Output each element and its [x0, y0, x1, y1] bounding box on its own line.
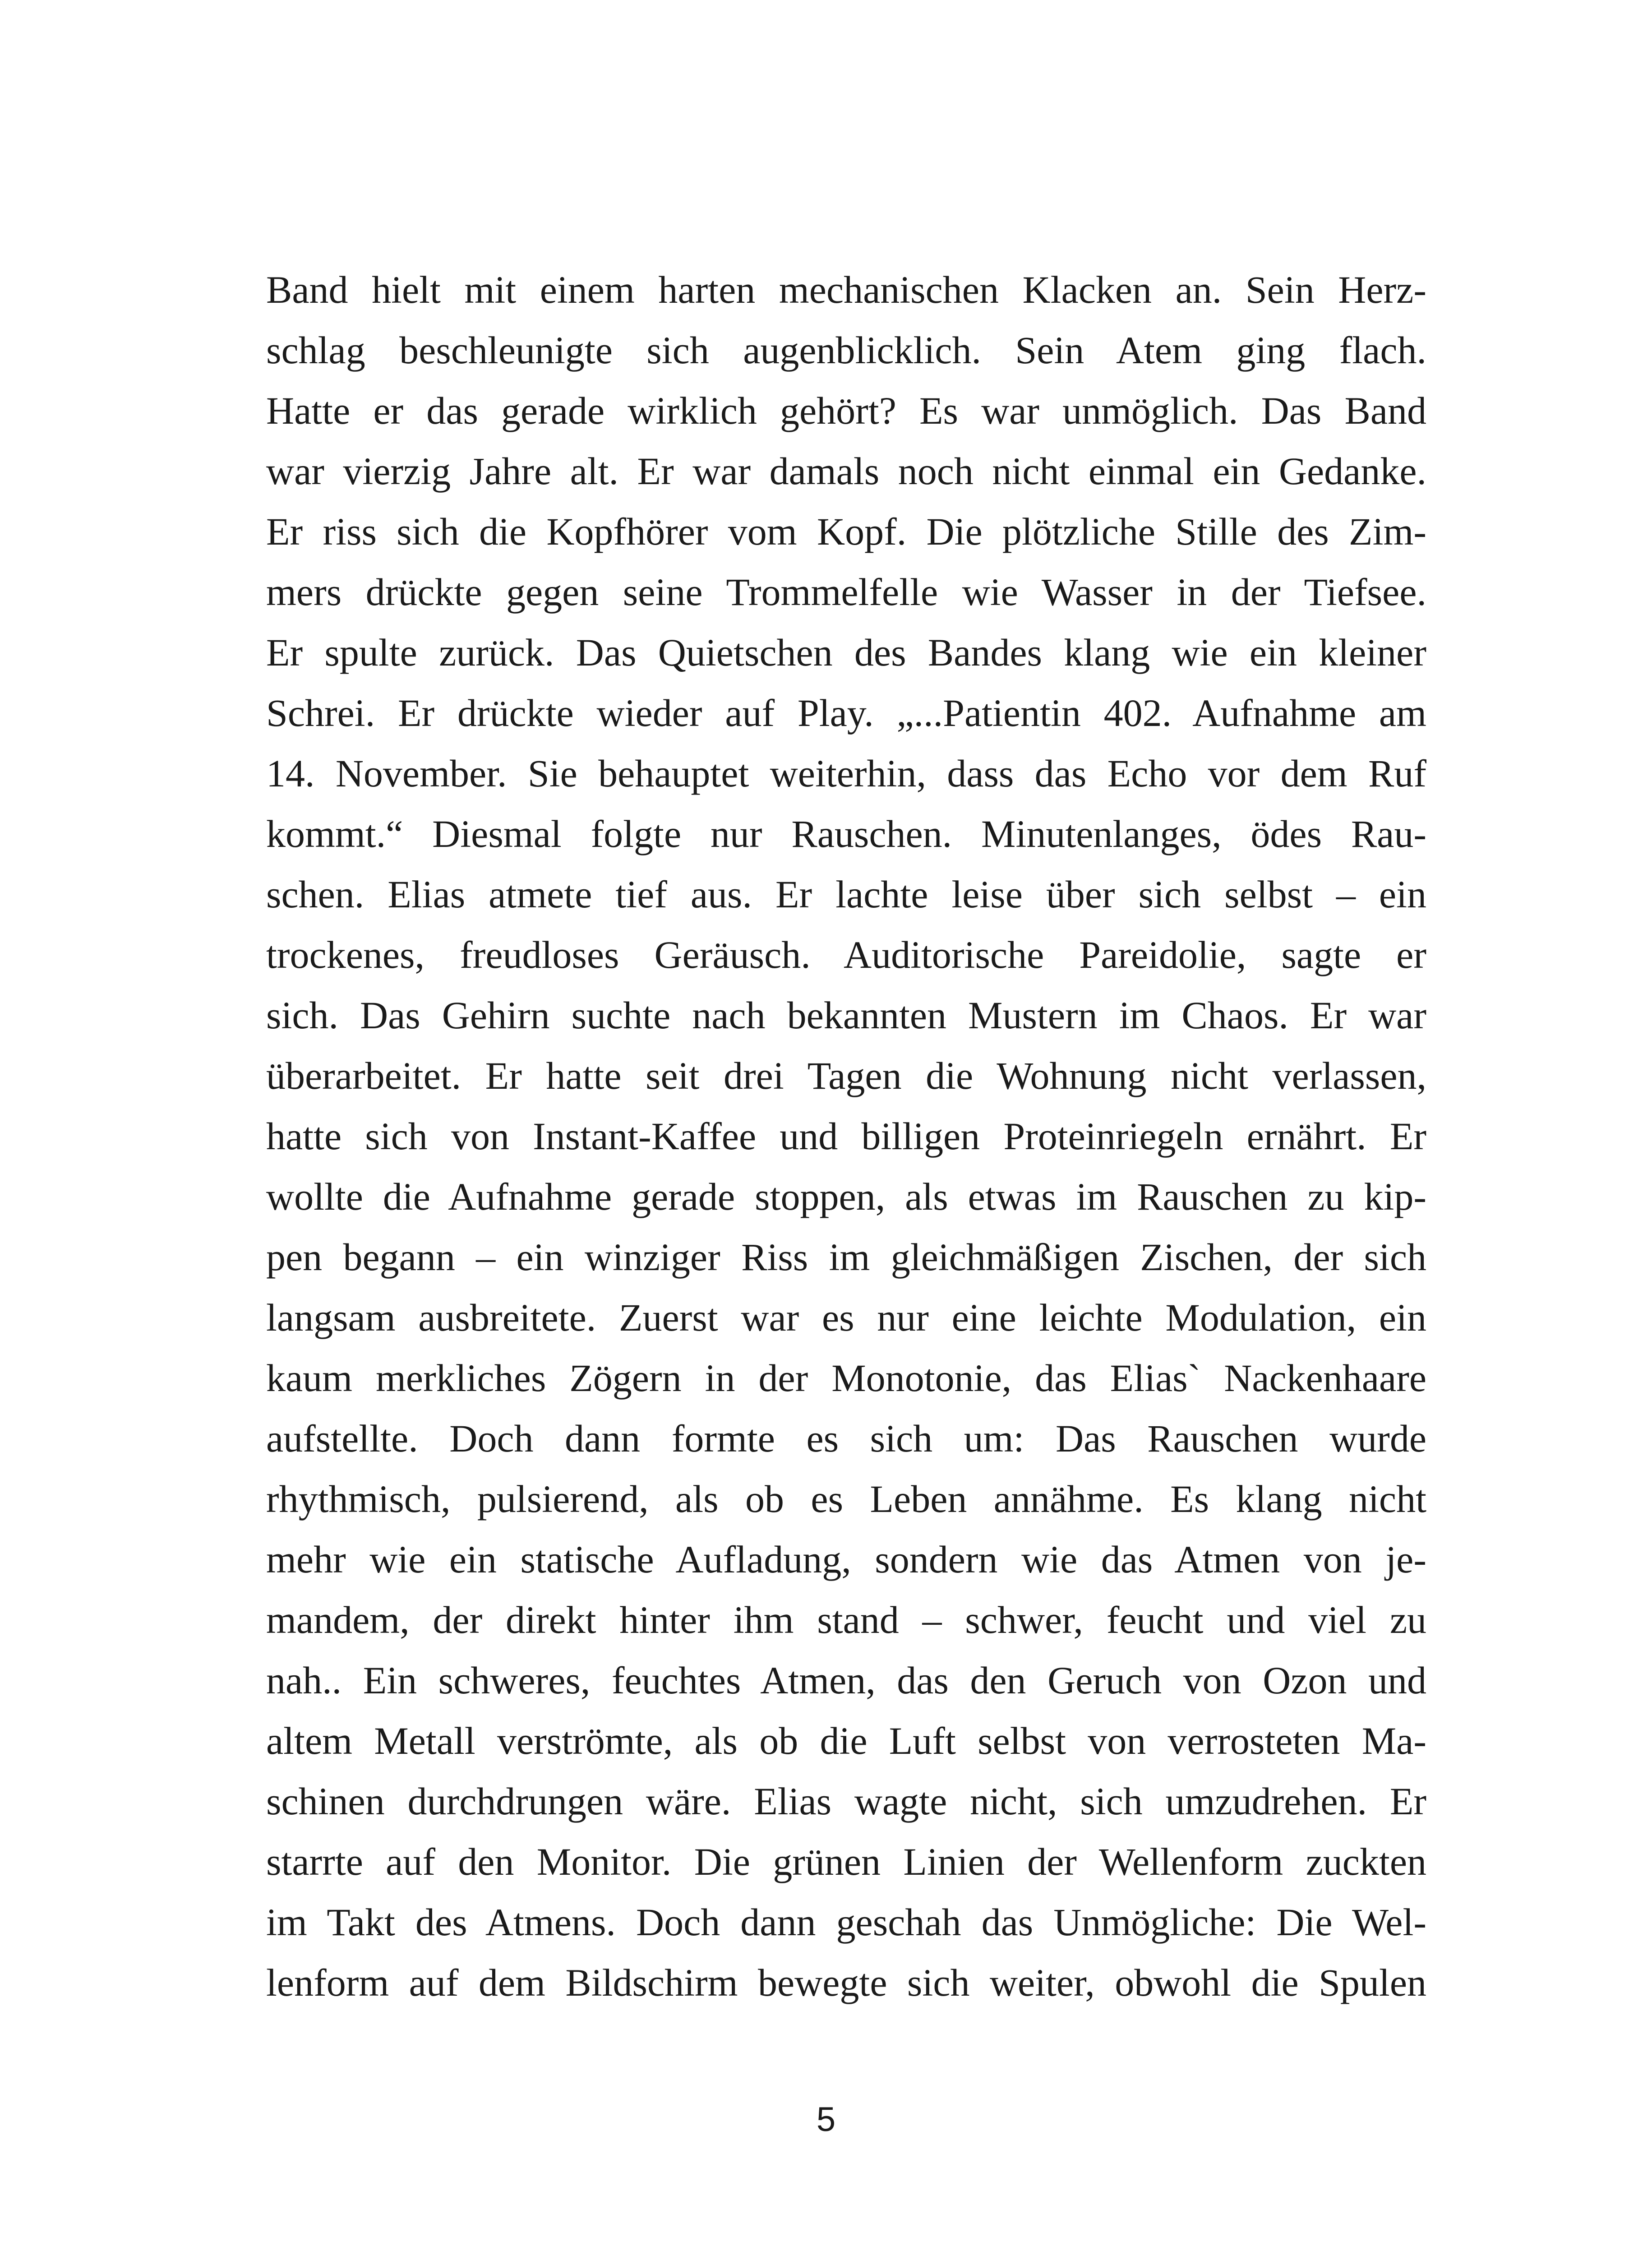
text-line: mandem, der direkt hinter ihm stand – schwer, feucht und viel zu	[266, 1598, 1426, 1641]
text-line: mehr wie ein statische Aufladung, sondern wie das Atmen von je-	[266, 1538, 1426, 1581]
text-line: aufstellte. Doch dann formte es sich um: Das Rauschen wurde	[266, 1417, 1426, 1460]
text-line: kaum merkliches Zögern in der Monotonie, das Elias` Nackenhaare	[266, 1356, 1426, 1400]
text-line: war vierzig Jahre alt. Er war damals noch nicht einmal ein Gedanke.	[266, 449, 1426, 493]
text-line: überarbeitet. Er hatte seit drei Tagen die Wohnung nicht verlassen,	[266, 1054, 1426, 1097]
text-line: hatte sich von Instant-Kaffee und billigen Proteinriegeln ernährt. Er	[266, 1114, 1426, 1158]
body-text	[266, 259, 1426, 2013]
text-line: schinen durchdrungen wäre. Elias wagte nicht, sich umzudrehen. Er	[266, 1780, 1426, 1823]
text-line: Hatte er das gerade wirklich gehört? Es war unmöglich. Das Band	[266, 389, 1426, 432]
text-line: trockenes, freudloses Geräusch. Auditorische Pareidolie, sagte er	[266, 933, 1426, 976]
text-line: 14. November. Sie behauptet weiterhin, dass das Echo vor dem Ruf	[266, 752, 1426, 795]
text-line: Er riss sich die Kopfhörer vom Kopf. Die plötzliche Stille des Zim-	[266, 510, 1426, 553]
text-line: schen. Elias atmete tief aus. Er lachte leise über sich selbst – ein	[266, 873, 1426, 916]
text-line: altem Metall verströmte, als ob die Luft selbst von verrosteten Ma-	[266, 1719, 1426, 1762]
text-line: lenform auf dem Bildschirm bewegte sich weiter, obwohl die Spulen	[266, 1961, 1426, 2004]
text-line: langsam ausbreitete. Zuerst war es nur eine leichte Modulation, ein	[266, 1296, 1426, 1339]
text-line: Er spulte zurück. Das Quietschen des Bandes klang wie ein kleiner	[266, 631, 1426, 674]
text-line: mers drückte gegen seine Trommelfelle wie Wasser in der Tiefsee.	[266, 570, 1426, 614]
text-line: wollte die Aufnahme gerade stoppen, als etwas im Rauschen zu kip-	[266, 1175, 1426, 1218]
text-line: sich. Das Gehirn suchte nach bekannten Mustern im Chaos. Er war	[266, 994, 1426, 1037]
text-line: schlag beschleunigte sich augenblicklich. Sein Atem ging flach.	[266, 328, 1426, 372]
text-line: starrte auf den Monitor. Die grünen Linien der Wellenform zuckten	[266, 1840, 1426, 1883]
text-line: rhythmisch, pulsierend, als ob es Leben annähme. Es klang nicht	[266, 1477, 1426, 1521]
text-line: nah.. Ein schweres, feuchtes Atmen, das den Geruch von Ozon und	[266, 1659, 1426, 1702]
text-line: kommt.“ Diesmal folgte nur Rauschen. Minutenlanges, ödes Rau-	[266, 812, 1426, 855]
page-number: 5	[816, 2100, 836, 2139]
text-line: Band hielt mit einem harten mechanischen Klacken an. Sein Herz-	[266, 268, 1426, 311]
text-line: Schrei. Er drückte wieder auf Play. „...Patientin 402. Aufnahme am	[266, 691, 1426, 735]
text-line: im Takt des Atmens. Doch dann geschah das Unmögliche: Die Wel-	[266, 1900, 1426, 1944]
text-line: pen begann – ein winziger Riss im gleichmäßigen Zischen, der sich	[266, 1235, 1426, 1279]
